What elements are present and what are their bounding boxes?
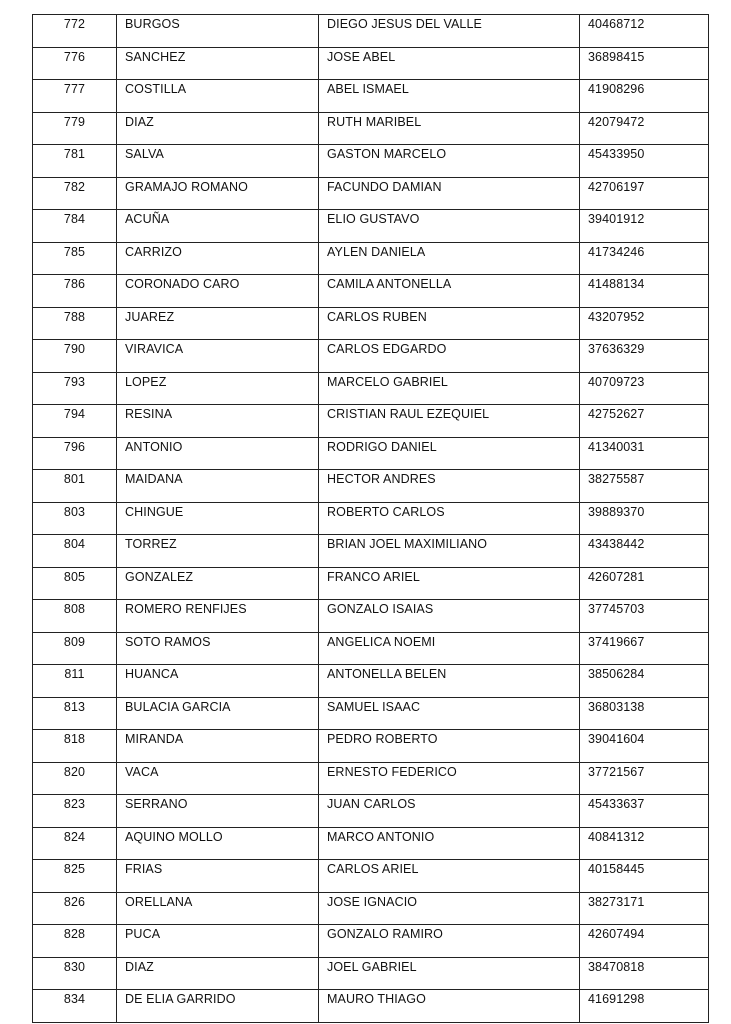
- table-row: [33, 860, 709, 893]
- id-number-cell: 37745703: [580, 600, 709, 633]
- order-number-cell: 788: [33, 307, 117, 340]
- given-names-cell: ERNESTO FEDERICO: [319, 762, 580, 795]
- id-number-cell: 37721567: [580, 762, 709, 795]
- given-names-cell: MARCO ANTONIO: [319, 827, 580, 860]
- order-number-cell: 826: [33, 892, 117, 925]
- id-number-cell: 43438442: [580, 535, 709, 568]
- surname-cell: BULACIA GARCIA: [117, 697, 319, 730]
- given-names-cell: MAURO THIAGO: [319, 990, 580, 1023]
- surname-cell: GONZALEZ: [117, 567, 319, 600]
- surname-cell: SANCHEZ: [117, 47, 319, 80]
- surname-cell: PUCA: [117, 925, 319, 958]
- given-names-cell: GASTON MARCELO: [319, 145, 580, 178]
- table-row: [33, 405, 709, 438]
- table-row: [33, 15, 709, 48]
- order-number-cell: 786: [33, 275, 117, 308]
- given-names-cell: ELIO GUSTAVO: [319, 210, 580, 243]
- table-row: [33, 697, 709, 730]
- id-number-cell: 42607281: [580, 567, 709, 600]
- table-row: [33, 145, 709, 178]
- table-row: [33, 307, 709, 340]
- surname-cell: BURGOS: [117, 15, 319, 48]
- surname-cell: CARRIZO: [117, 242, 319, 275]
- order-number-cell: 785: [33, 242, 117, 275]
- surname-cell: SERRANO: [117, 795, 319, 828]
- order-number-cell: 777: [33, 80, 117, 113]
- table-row: [33, 210, 709, 243]
- order-number-cell: 772: [33, 15, 117, 48]
- id-number-cell: 38275587: [580, 470, 709, 503]
- given-names-cell: CARLOS RUBEN: [319, 307, 580, 340]
- order-number-cell: 820: [33, 762, 117, 795]
- id-number-cell: 40709723: [580, 372, 709, 405]
- table-row: [33, 990, 709, 1023]
- id-number-cell: 41734246: [580, 242, 709, 275]
- order-number-cell: 804: [33, 535, 117, 568]
- given-names-cell: GONZALO ISAIAS: [319, 600, 580, 633]
- table-row: [33, 957, 709, 990]
- table-row: [33, 80, 709, 113]
- id-number-cell: 45433637: [580, 795, 709, 828]
- surname-cell: ORELLANA: [117, 892, 319, 925]
- order-number-cell: 813: [33, 697, 117, 730]
- id-number-cell: 41340031: [580, 437, 709, 470]
- surname-cell: MIRANDA: [117, 730, 319, 763]
- surname-cell: DIAZ: [117, 112, 319, 145]
- id-number-cell: 42706197: [580, 177, 709, 210]
- roster-table: [32, 14, 709, 1023]
- id-number-cell: 43207952: [580, 307, 709, 340]
- given-names-cell: MARCELO GABRIEL: [319, 372, 580, 405]
- table-row: [33, 925, 709, 958]
- table-row: [33, 242, 709, 275]
- table-row: [33, 665, 709, 698]
- table-row: [33, 535, 709, 568]
- given-names-cell: CARLOS EDGARDO: [319, 340, 580, 373]
- order-number-cell: 834: [33, 990, 117, 1023]
- table-row: [33, 112, 709, 145]
- given-names-cell: JUAN CARLOS: [319, 795, 580, 828]
- id-number-cell: 37419667: [580, 632, 709, 665]
- order-number-cell: 805: [33, 567, 117, 600]
- id-number-cell: 39041604: [580, 730, 709, 763]
- order-number-cell: 801: [33, 470, 117, 503]
- given-names-cell: AYLEN DANIELA: [319, 242, 580, 275]
- surname-cell: COSTILLA: [117, 80, 319, 113]
- surname-cell: TORREZ: [117, 535, 319, 568]
- given-names-cell: CARLOS ARIEL: [319, 860, 580, 893]
- surname-cell: CORONADO CARO: [117, 275, 319, 308]
- id-number-cell: 36803138: [580, 697, 709, 730]
- given-names-cell: JOSE ABEL: [319, 47, 580, 80]
- id-number-cell: 41691298: [580, 990, 709, 1023]
- surname-cell: DIAZ: [117, 957, 319, 990]
- surname-cell: ROMERO RENFIJES: [117, 600, 319, 633]
- given-names-cell: FACUNDO DAMIAN: [319, 177, 580, 210]
- id-number-cell: 40468712: [580, 15, 709, 48]
- order-number-cell: 779: [33, 112, 117, 145]
- table-row: [33, 47, 709, 80]
- order-number-cell: 808: [33, 600, 117, 633]
- surname-cell: SOTO RAMOS: [117, 632, 319, 665]
- given-names-cell: CAMILA ANTONELLA: [319, 275, 580, 308]
- given-names-cell: ANTONELLA BELEN: [319, 665, 580, 698]
- order-number-cell: 784: [33, 210, 117, 243]
- id-number-cell: 38273171: [580, 892, 709, 925]
- surname-cell: VIRAVICA: [117, 340, 319, 373]
- given-names-cell: RODRIGO DANIEL: [319, 437, 580, 470]
- given-names-cell: SAMUEL ISAAC: [319, 697, 580, 730]
- table-row: [33, 762, 709, 795]
- order-number-cell: 828: [33, 925, 117, 958]
- given-names-cell: FRANCO ARIEL: [319, 567, 580, 600]
- surname-cell: ACUÑA: [117, 210, 319, 243]
- table-row: [33, 502, 709, 535]
- surname-cell: VACA: [117, 762, 319, 795]
- given-names-cell: DIEGO JESUS DEL VALLE: [319, 15, 580, 48]
- given-names-cell: RUTH MARIBEL: [319, 112, 580, 145]
- given-names-cell: HECTOR ANDRES: [319, 470, 580, 503]
- table-row: [33, 177, 709, 210]
- given-names-cell: CRISTIAN RAUL EZEQUIEL: [319, 405, 580, 438]
- table-row: [33, 437, 709, 470]
- surname-cell: RESINA: [117, 405, 319, 438]
- order-number-cell: 796: [33, 437, 117, 470]
- id-number-cell: 37636329: [580, 340, 709, 373]
- surname-cell: CHINGUE: [117, 502, 319, 535]
- order-number-cell: 782: [33, 177, 117, 210]
- id-number-cell: 40841312: [580, 827, 709, 860]
- table-row: [33, 795, 709, 828]
- given-names-cell: ANGELICA NOEMI: [319, 632, 580, 665]
- surname-cell: LOPEZ: [117, 372, 319, 405]
- id-number-cell: 42752627: [580, 405, 709, 438]
- order-number-cell: 809: [33, 632, 117, 665]
- surname-cell: FRIAS: [117, 860, 319, 893]
- given-names-cell: PEDRO ROBERTO: [319, 730, 580, 763]
- table-row: [33, 730, 709, 763]
- table-row: [33, 275, 709, 308]
- table-row: [33, 567, 709, 600]
- order-number-cell: 794: [33, 405, 117, 438]
- surname-cell: JUAREZ: [117, 307, 319, 340]
- surname-cell: ANTONIO: [117, 437, 319, 470]
- table-row: [33, 340, 709, 373]
- order-number-cell: 790: [33, 340, 117, 373]
- order-number-cell: 825: [33, 860, 117, 893]
- id-number-cell: 41908296: [580, 80, 709, 113]
- id-number-cell: 42607494: [580, 925, 709, 958]
- table-row: [33, 372, 709, 405]
- surname-cell: SALVA: [117, 145, 319, 178]
- order-number-cell: 811: [33, 665, 117, 698]
- id-number-cell: 41488134: [580, 275, 709, 308]
- table-row: [33, 632, 709, 665]
- surname-cell: AQUINO MOLLO: [117, 827, 319, 860]
- table-row: [33, 470, 709, 503]
- id-number-cell: 38470818: [580, 957, 709, 990]
- id-number-cell: 45433950: [580, 145, 709, 178]
- surname-cell: GRAMAJO ROMANO: [117, 177, 319, 210]
- id-number-cell: 38506284: [580, 665, 709, 698]
- order-number-cell: 781: [33, 145, 117, 178]
- given-names-cell: JOEL GABRIEL: [319, 957, 580, 990]
- order-number-cell: 830: [33, 957, 117, 990]
- id-number-cell: 39401912: [580, 210, 709, 243]
- id-number-cell: 39889370: [580, 502, 709, 535]
- surname-cell: DE ELIA GARRIDO: [117, 990, 319, 1023]
- id-number-cell: 40158445: [580, 860, 709, 893]
- surname-cell: HUANCA: [117, 665, 319, 698]
- order-number-cell: 793: [33, 372, 117, 405]
- given-names-cell: BRIAN JOEL MAXIMILIANO: [319, 535, 580, 568]
- id-number-cell: 36898415: [580, 47, 709, 80]
- table-row: [33, 600, 709, 633]
- order-number-cell: 824: [33, 827, 117, 860]
- id-number-cell: 42079472: [580, 112, 709, 145]
- order-number-cell: 818: [33, 730, 117, 763]
- given-names-cell: ROBERTO CARLOS: [319, 502, 580, 535]
- table-row: [33, 827, 709, 860]
- given-names-cell: GONZALO RAMIRO: [319, 925, 580, 958]
- order-number-cell: 803: [33, 502, 117, 535]
- given-names-cell: JOSE IGNACIO: [319, 892, 580, 925]
- given-names-cell: ABEL ISMAEL: [319, 80, 580, 113]
- table-row: [33, 892, 709, 925]
- roster-table-body: [33, 15, 709, 1023]
- surname-cell: MAIDANA: [117, 470, 319, 503]
- order-number-cell: 776: [33, 47, 117, 80]
- order-number-cell: 823: [33, 795, 117, 828]
